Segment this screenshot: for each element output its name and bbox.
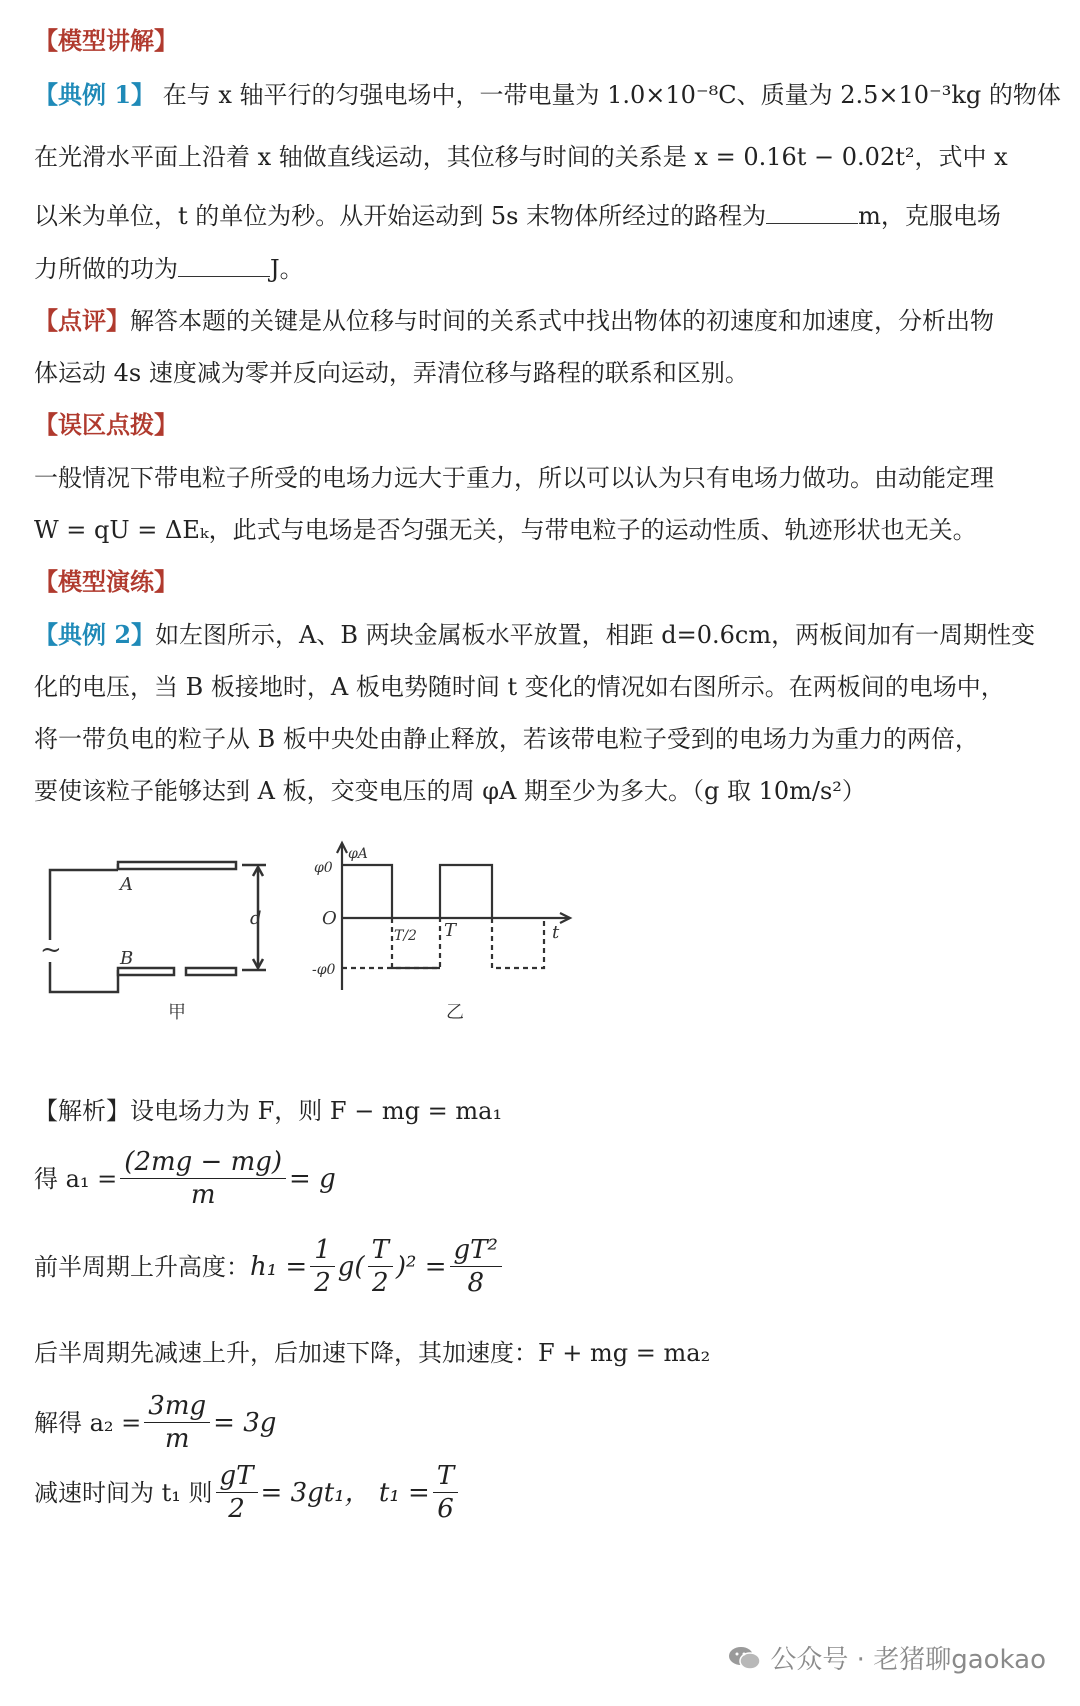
wire-bottom <box>50 962 118 992</box>
plate-b-label: B <box>120 948 134 969</box>
wechat-icon <box>728 1645 762 1671</box>
example2-text1: 如左图所示，A、B 两块金属板水平放置，相距 d=0.6cm，两板间加有一周期性变 <box>155 621 1036 649</box>
example1-tag: 【典例 1】 <box>34 80 156 109</box>
origin-label: O <box>322 908 337 929</box>
fraction-gt2-den: 8 <box>467 1268 485 1298</box>
solution-l2-prefix: 得 a₁ = <box>34 1164 118 1193</box>
fraction-gt2-8 <box>450 1234 502 1299</box>
example1-line4 <box>34 252 304 286</box>
example1-text1: 在与 x 轴平行的匀强电场中，一带电量为 1.0×10⁻⁸C、质量为 2.5×10⁻³kg 的物体 <box>162 81 1061 109</box>
solution-line2 <box>34 1146 336 1211</box>
comment-text1: 解答本题的关键是从位移与时间的关系式中找出物体的初速度和加速度，分析出物 <box>130 307 994 335</box>
pulse-2 <box>440 865 492 918</box>
x-axis-label: t <box>552 922 560 943</box>
fraction-t6-den: 6 <box>437 1494 454 1524</box>
solution-tag: 【解析】 <box>34 1097 130 1125</box>
example1-text4b: J。 <box>270 255 304 283</box>
solution-l6-mid: = 3gt₁， t₁ = <box>260 1477 430 1508</box>
comment-line2: 体运动 4s 速度减为零并反向运动，弄清位移与路程的联系和区别。 <box>34 359 749 387</box>
solution-line6 <box>34 1460 461 1525</box>
misc-line2: W = qU = ΔEₖ，此式与电场是否匀强无关，与带电粒子的运动性质、轨迹形状也无关。 <box>34 516 977 544</box>
watermark <box>728 1639 1046 1676</box>
example1-line1 <box>34 78 1061 112</box>
example2-tag: 【典例 2】 <box>34 620 156 649</box>
example1-line2: 在光滑水平面上沿着 x 轴做直线运动，其位移与时间的关系是 x = 0.16t − 0.02t²，式中 x <box>34 143 1008 171</box>
potential-graph <box>337 843 570 990</box>
fraction-gt2-num: gT² <box>450 1234 502 1267</box>
solution-l2-tail: = g <box>289 1163 336 1194</box>
plate-b-left <box>118 968 174 975</box>
example1-text3b: m，克服电场 <box>858 202 1001 230</box>
fraction-gt-num: gT <box>216 1460 258 1493</box>
ac-source-symbol: ~ <box>40 935 62 965</box>
solution-l3-h: h₁ = <box>250 1251 308 1282</box>
fraction-a2 <box>144 1390 210 1455</box>
pos-level-label: φ0 <box>314 860 333 876</box>
circuit-figure <box>50 862 266 992</box>
section-practice: 【模型演练】 <box>34 567 178 596</box>
gap-label: d <box>250 908 262 929</box>
example2-line4: 要使该粒子能够达到 A 板，交变电压的周 φA 期至少为多大。（g 取 10m/s²） <box>34 777 866 805</box>
fraction-a1-num: (2mg − mg) <box>120 1146 286 1179</box>
plate-a <box>118 862 236 869</box>
example2-line1 <box>34 618 1035 652</box>
example1-line3 <box>34 199 1001 233</box>
wire-top <box>50 870 118 940</box>
example2-line2: 化的电压，当 B 板接地时，A 板电势随时间 t 变化的情况如右图所示。在两板间的电场中， <box>34 673 1005 701</box>
figure-right-caption: 乙 <box>446 1002 464 1023</box>
solution-l3-prefix: 前半周期上升高度： <box>34 1252 250 1281</box>
fraction-t-half-den: 2 <box>371 1268 389 1298</box>
solution-l5-tail: = 3g <box>213 1407 277 1438</box>
comment-tag: 【点评】 <box>34 306 130 335</box>
fraction-t-half <box>368 1234 393 1299</box>
example1-text3a: 以米为单位，t 的单位为秒。从开始运动到 5s 末物体所经过的路程为 <box>34 202 767 230</box>
fraction-gt-2 <box>216 1460 258 1525</box>
section-model-explain: 【模型讲解】 <box>34 26 178 55</box>
fraction-a1 <box>120 1146 286 1211</box>
y-axis-label: φA <box>348 846 368 862</box>
fraction-gt-den: 2 <box>228 1494 245 1524</box>
solution-l6-prefix: 减速时间为 t₁ 则 <box>34 1478 213 1507</box>
fraction-t6-num: T <box>433 1460 458 1493</box>
fraction-a1-den: m <box>190 1180 216 1210</box>
figures <box>30 840 650 1030</box>
pulse-1 <box>342 865 392 918</box>
watermark-text: 公众号 · 老猪聊gaokao <box>770 1645 1046 1675</box>
solution-l5-prefix: 解得 a₂ = <box>34 1408 142 1437</box>
fraction-half-num: 1 <box>310 1234 335 1267</box>
solution-l3-sq: )² = <box>395 1251 447 1282</box>
example1-text4a: 力所做的功为 <box>34 255 178 283</box>
solution-line1 <box>34 1094 502 1128</box>
period-label: T <box>444 920 457 941</box>
answer-blank-work[interactable] <box>178 252 270 277</box>
solution-line3 <box>34 1234 505 1299</box>
solution-line5 <box>34 1390 276 1455</box>
neg-pulse-2 <box>492 918 544 968</box>
fraction-a2-num: 3mg <box>144 1390 210 1423</box>
fraction-a2-den: m <box>164 1424 190 1454</box>
fraction-t-half-num: T <box>368 1234 393 1267</box>
section-misconception: 【误区点拨】 <box>34 410 178 439</box>
comment-line1 <box>34 304 994 338</box>
solution-text1: 设电场力为 F，则 F − mg = ma₁ <box>130 1097 503 1125</box>
fraction-half-den: 2 <box>314 1268 331 1298</box>
solution-l3-mid: g( <box>337 1251 365 1282</box>
plate-a-label: A <box>120 874 133 895</box>
neg-level-label: -φ0 <box>312 962 336 978</box>
answer-blank-distance[interactable] <box>766 199 858 224</box>
fraction-half <box>310 1234 335 1299</box>
plate-b-right <box>186 968 236 975</box>
misc-line1: 一般情况下带电粒子所受的电场力远大于重力，所以可以认为只有电场力做功。由动能定理 <box>34 464 994 492</box>
half-period-label: T/2 <box>394 928 417 944</box>
figure-left-caption: 甲 <box>168 1002 186 1023</box>
example2-line3: 将一带负电的粒子从 B 板中央处由静止释放，若该带电粒子受到的电场力为重力的两倍， <box>34 725 979 753</box>
fraction-t-6 <box>433 1460 458 1525</box>
solution-line4: 后半周期先减速上升，后加速下降，其加速度：F + mg = ma₂ <box>34 1339 711 1367</box>
